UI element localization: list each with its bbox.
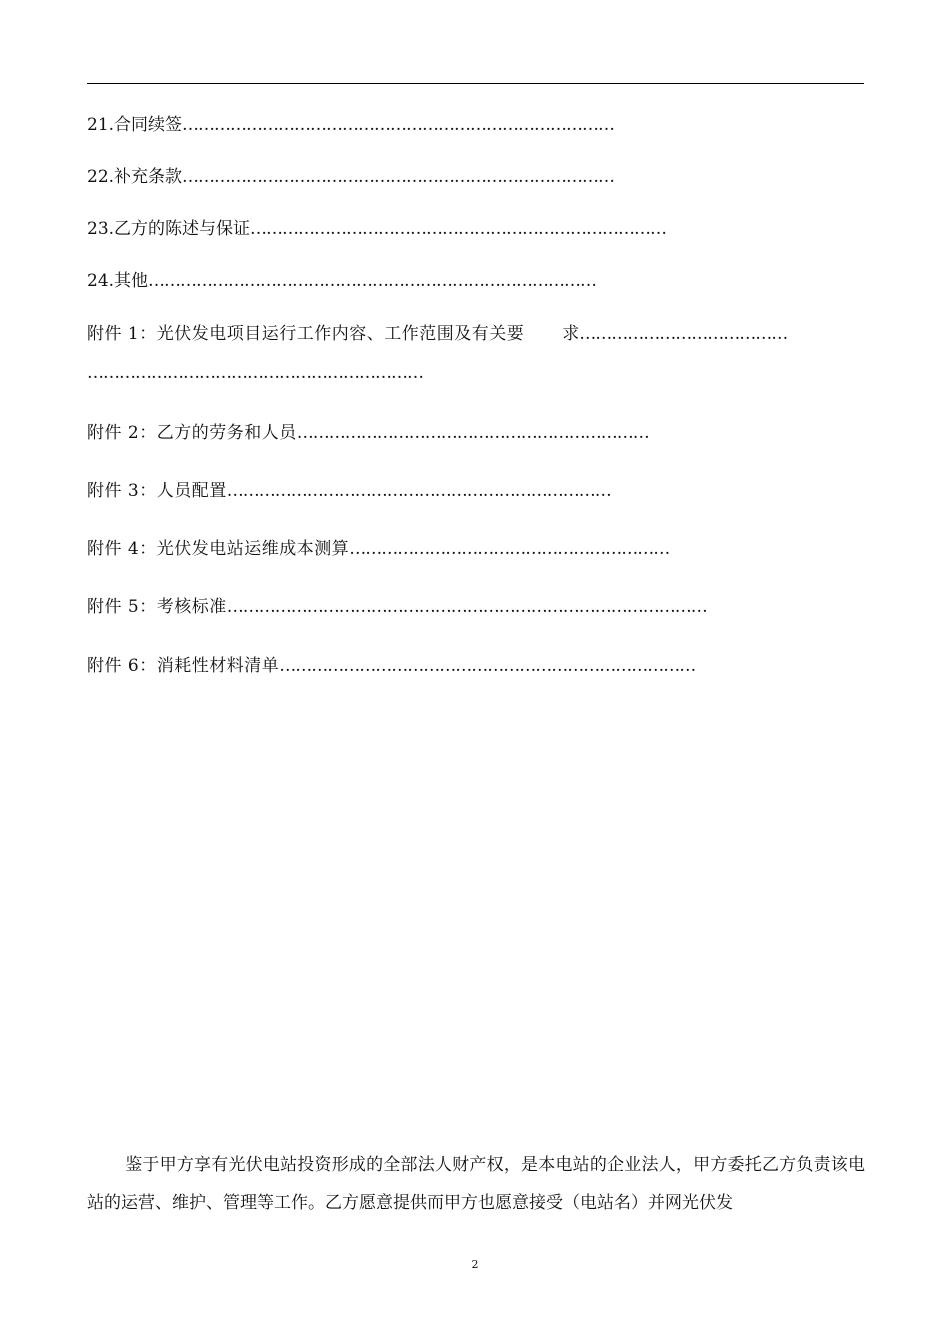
toc-item-23[interactable] <box>87 218 666 240</box>
toc-item-label: 21.合同续签 <box>87 115 183 135</box>
toc-appendix-1-continued[interactable] <box>87 362 423 384</box>
toc-appendix-6[interactable] <box>87 655 695 677</box>
toc-leader-dots: ……………………………………………………………………… <box>182 167 615 187</box>
toc-item-label: 附件 5：考核标准 <box>87 597 227 617</box>
toc-leader-dots: ……………………………………………………………… <box>226 481 611 501</box>
toc-item-label: 附件 6：消耗性材料清单 <box>87 656 280 676</box>
toc-item-label-tail: 求 <box>562 324 580 344</box>
toc-appendix-1[interactable] <box>87 323 865 345</box>
toc-leader-dots: ……………………………………………………… <box>87 363 423 383</box>
toc-leader-dots: ……………………………………………………………………… <box>182 115 615 135</box>
toc-appendix-2[interactable] <box>87 422 649 444</box>
toc-appendix-4[interactable] <box>87 538 669 560</box>
toc-item-label: 23.乙方的陈述与保证 <box>87 219 251 239</box>
toc-leader-dots: ………………………………… <box>579 324 788 344</box>
toc-leader-dots: ………………………………………………………………………… <box>148 271 597 291</box>
toc-leader-dots: ……………………………………………………………………………… <box>226 597 707 617</box>
toc-item-label: 24.其他 <box>87 271 149 291</box>
toc-item-22[interactable] <box>87 166 614 188</box>
header-rule <box>87 83 864 84</box>
toc-appendix-5[interactable] <box>87 596 707 618</box>
toc-item-label: 附件 1：光伏发电项目运行工作内容、工作范围及有关要 <box>87 324 525 344</box>
body-paragraph <box>87 1146 865 1222</box>
toc-leader-dots: …………………………………………………… <box>349 539 670 559</box>
page-number: 2 <box>471 1258 479 1271</box>
toc-item-21[interactable] <box>87 114 614 136</box>
toc-leader-dots: ………………………………………………………… <box>296 423 649 443</box>
toc-appendix-3[interactable] <box>87 480 611 502</box>
toc-leader-dots: …………………………………………………………………… <box>250 219 667 239</box>
toc-leader-dots: …………………………………………………………………… <box>279 656 696 676</box>
toc-item-label: 22.补充条款 <box>87 167 183 187</box>
toc-item-label: 附件 3：人员配置 <box>87 481 227 501</box>
body-paragraph-text: 鉴于甲方享有光伏电站投资形成的全部法人财产权，是本电站的企业法人，甲方委托乙方负责该电站的运营、维护、管理等工作。乙方愿意提供而甲方也愿意接受（电站名）并网光伏发 <box>87 1155 865 1213</box>
toc-item-label: 附件 4：光伏发电站运维成本测算 <box>87 539 350 559</box>
toc-item-label: 附件 2：乙方的劳务和人员 <box>87 423 297 443</box>
toc-item-24[interactable] <box>87 270 596 292</box>
